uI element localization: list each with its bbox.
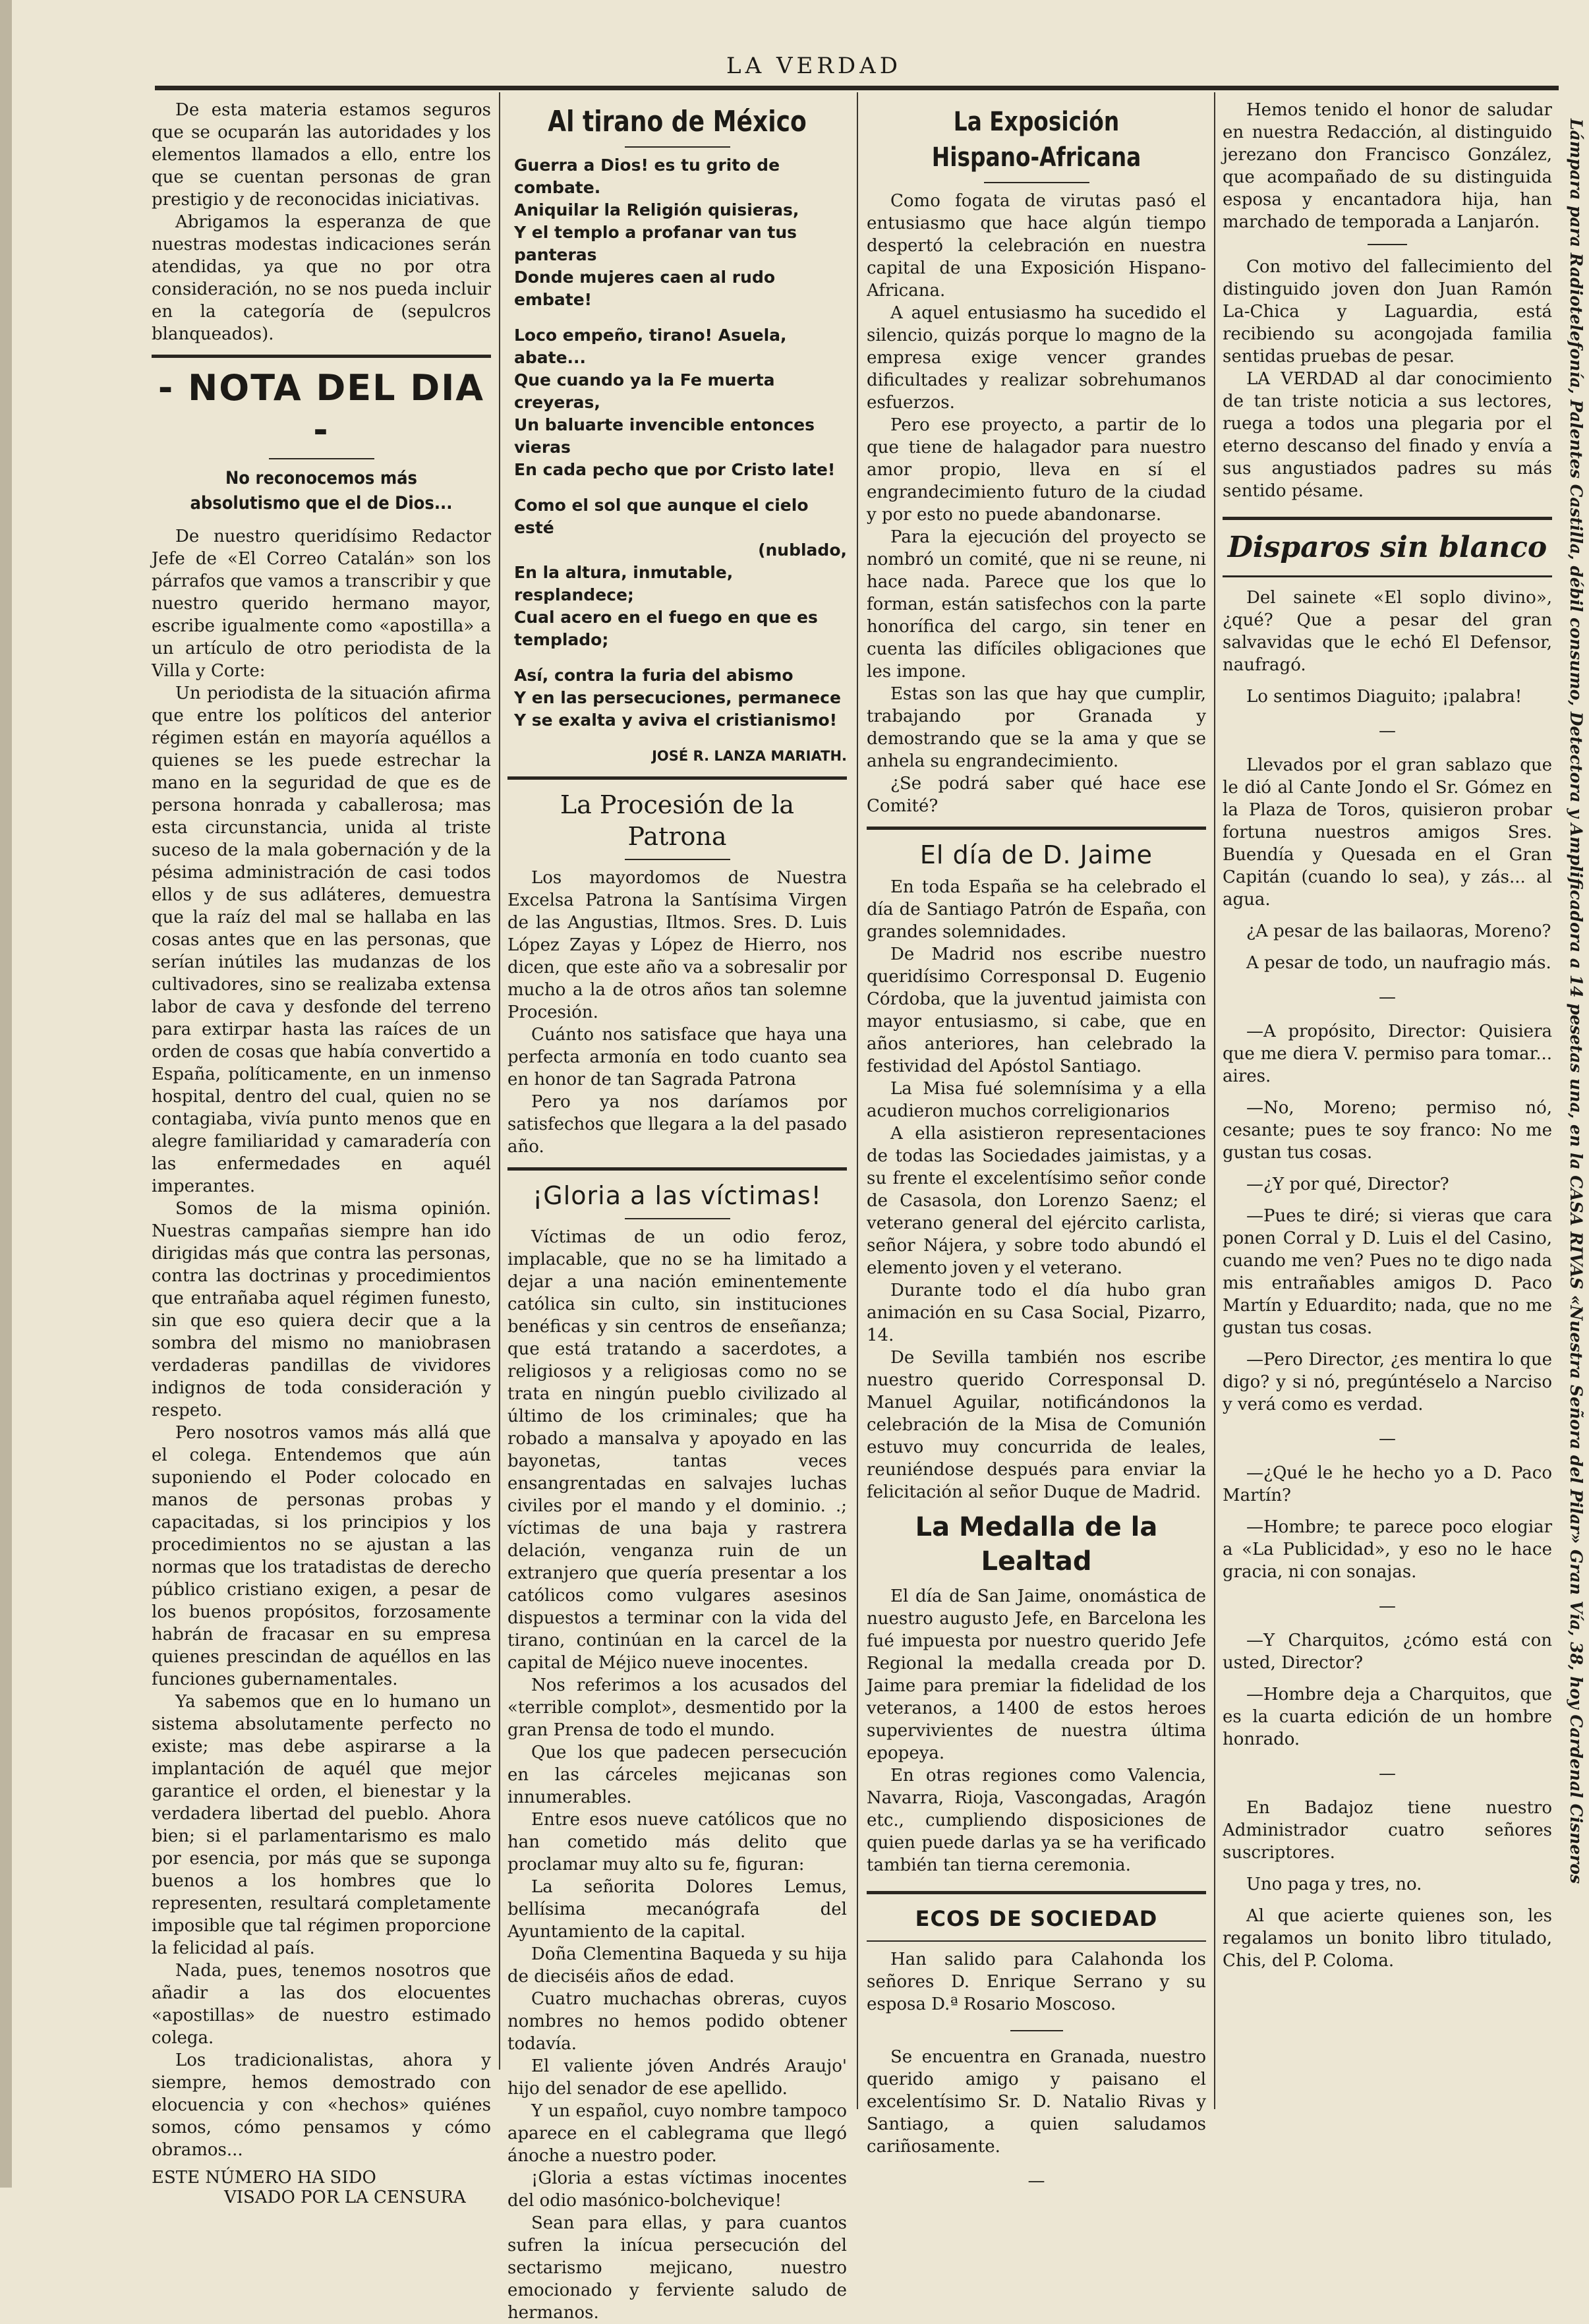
poem xyxy=(507,154,847,732)
poem-line: Así, contra la furia del abismo xyxy=(514,666,794,685)
paragraph: Los mayordomos de Nuestra Excelsa Patrona la Santísima Virgen de las Angustias, Iltmos. Sres. D. Luis López Zayas y López de Hierro, nos dicen, que este año va a sobresalir por mucho a la de otros años tan solemne Procesión. xyxy=(507,868,847,1022)
heading-rule xyxy=(269,458,374,459)
paragraph: El día de San Jaime, onomástica de nuestro augusto Jefe, en Barcelona les fué impuesta por nuestro querido Jefe Regional la medalla creada por D. Jaime para premiar la fidelidad de los veteranos, a 1400 de estos heroes supervivientes de nuestra última epopeya. xyxy=(867,1586,1206,1763)
paragraph: En otras regiones como Valencia, Navarra, Rioja, Vascongadas, Aragón etc., cumpliendo disposiciones de quien puede darlas ya se ha verificado también tan tierna ceremonia. xyxy=(867,1766,1206,1875)
page-binding-edge xyxy=(0,0,12,2188)
paragraph: Pero ese proyecto, a partir de lo que tiene de halagador para nuestro amor propio, lleva en sí el engrandecimiento futuro de la ciudad y por esto no puede abandonarse. xyxy=(867,415,1206,525)
poem-line: En la altura, inmutable, resplandece; xyxy=(514,563,734,604)
poem-line: (nublado, xyxy=(758,540,847,560)
paragraph: —¿Qué le he hecho yo a D. Paco Martín? xyxy=(1223,1463,1552,1505)
paragraph: De Madrid nos escribe nuestro queridísimo Corresponsal D. Eugenio Córdoba, que la juventud jaimista con mayor entusiasmo, si cabe, que en años anteriores, han celebrado la festividad del Apóstol Santiago. xyxy=(867,944,1206,1076)
paragraph: Hemos tenido el honor de saludar en nuestra Redacción, al distinguido jerezano don Francisco González, que acompañado de su distinguida esposa y encantadora hija, han marchado de temporada a Lanjarón. xyxy=(1223,100,1552,232)
section-rule xyxy=(1223,517,1552,520)
paragraph: Cuatro muchachas obreras, cuyos nombres no hemos podido obtener todavía. xyxy=(507,1989,847,2054)
heading-rule xyxy=(625,146,730,148)
paragraph: —Pues te diré; si vieras que cara ponen Corral y D. Luis el del Casino, cuando me ven? Pues no te digo nada mis entrañables amigos D. Paco Martín y Eduardito; nada, que no me gustan tus cosas. xyxy=(1223,1206,1552,1338)
paragraph: ¡Gloria a estas víctimas inocentes del odio masónico-bolchevique! xyxy=(507,2168,847,2211)
paragraph: —No, Moreno; permiso nó, cesante; pues te soy franco: No me gustan tus cosas. xyxy=(1223,1098,1552,1163)
paragraph: Durante todo el día hubo gran animación en su Casa Social, Pizarro, 14. xyxy=(867,1281,1206,1345)
section-rule xyxy=(507,776,847,780)
ecos-heading: ECOS DE SOCIEDAD xyxy=(915,1906,1158,1931)
masthead: LA VERDAD xyxy=(726,53,902,79)
paragraph: Pero nosotros vamos más allá que el colega. Entendemos que aún suponiendo el Poder colocado en manos de personas probas y capacitadas, si los principios y los procedimientos no se ajustan a las normas que los tratadistas de derecho público cristiano exigen, a pesar de los buenos propósitos, forzosamente habrán de fracasar en su empresa quienes prescindan de aquéllos en las funciones gubernamentales. xyxy=(152,1423,491,1689)
nota-subtitle: No reconocemos más absolutismo que el de Dios... xyxy=(190,468,453,513)
paragraph: Un periodista de la situación afirma que entre los políticos del anterior régimen están en mayoría aquéllos a quienes se les puede estrechar la mano en la seguridad de que es de persona honrada y caballerosa; mas esta circunstancia, unida al triste suceso de la mala gobernación y de la pésima administración de casi todos ellos y de sus adláteres, demuestra que la raíz del mal se hallaba en las cosas antes que en las personas, que serían inútiles las mudanzas de los cultivadores, sino se realizaba extensa labor de cava y desfonde del terreno para extirpar hasta las raíces de un orden de cosas que había convertido a España, políticamente, en un inmenso hospital, dentro del cual, quien no se contagiaba, vivía punto menos que en alegre familiaridad y camaradería con las enfermedades en aquél imperantes. xyxy=(152,683,491,1196)
column-divider xyxy=(857,92,858,2109)
paragraph: Los tradicionalistas, ahora y siempre, hemos demostrado con elocuencia y con «hechos» quiénes somos, cómo pensamos y cómo obramos... xyxy=(152,2050,491,2160)
section-rule xyxy=(867,827,1206,830)
side-ad-text: Lámpara para Radiotelefonía, Palentes Castilla, débil consumo, Detectora y Amplificadora a 14 pesetas una, en la CASA RIVAS «Nuestra Señora del Pilar» Gran Vía, 38, hoy Cardenal Cisneros xyxy=(1567,119,1586,1884)
section-rule xyxy=(867,1891,1206,1894)
column-divider xyxy=(499,92,500,2070)
paragraph: Cuánto nos satisface que haya una perfecta armonía en todo cuanto sea en honor de tan Sagrada Patrona xyxy=(507,1025,847,1089)
dash-separator: — xyxy=(1379,1596,1396,1616)
paragraph: Del sainete «El soplo divino», ¿qué? Que a pesar del gran salvavidas que le echó El Defensor, naufragó. xyxy=(1223,588,1552,675)
paragraph: En toda España se ha celebrado el día de Santiago Patrón de España, con grandes solemnidades. xyxy=(867,877,1206,942)
paragraph: Nada, pues, tenemos nosotros que añadir a las dos elocuentes «apostillas» de nuestro estimado colega. xyxy=(152,1961,491,2048)
column-4 xyxy=(1223,99,1552,1981)
paragraph: En Badajoz tiene nuestro Administrador cuatro señores suscriptores. xyxy=(1223,1798,1552,1863)
paragraph: Con motivo del fallecimiento del distinguido joven don Juan Ramón La-Chica y Laguardia, está recibiendo su acongojada familia sentidas pruebas de pesar. xyxy=(1223,257,1552,366)
paragraph: Pero ya nos daríamos por satisfechos que llegara a la del pasado año. xyxy=(507,1092,847,1157)
poem-stanza xyxy=(514,324,847,481)
paragraph: De esta materia estamos seguros que se ocuparán las autoridades y los elementos llamados a ello, entre los que se cuentan personas de gran prestigio y de reconocidas iniciativas. xyxy=(152,100,491,210)
paragraph: Víctimas de un odio feroz, implacable, que no se ha limitado a dejar a una nación eminentemente católica sin culto, sin instituciones benéficas y sin centros de enseñanza; que está tratando a sacerdotes, a religiosos y a religiosas como no se trata en ningún pueblo civilizado al último de los criminales; que ha robado a mansalva y apoyado en las bayonetas, tantas veces ensangrentadas en salvajes luchas civiles por el mando y el dominio. .; víctimas de una baja y rastrera delación, venganza ruin de un extranjero que quería presentar a los católicos como vulgares asesinos dispuestos a terminar con la vida del tirano, continúan en la carcel de la capital de Méjico nueve inocentes. xyxy=(507,1227,847,1673)
column-divider xyxy=(1214,92,1215,2109)
poem-line: Cual acero en el fuego en que es templado; xyxy=(514,608,818,649)
paragraph: De Sevilla también nos escribe nuestro querido Corresponsal D. Manuel Aguilar, notificándonos la celebración de la Misa de Comunión estuvo muy concurrida de leales, reuniéndose después para enviar la felicitación al señor Duque de Madrid. xyxy=(867,1348,1206,1502)
paragraph: —Y Charquitos, ¿cómo está con usted, Director? xyxy=(1223,1631,1552,1673)
procesion-heading: La Procesión de la Patrona xyxy=(560,790,795,851)
paragraph: Doña Clementina Baqueda y su hija de dieciséis años de edad. xyxy=(507,1944,847,1987)
dia-de-jaime-heading: El día de D. Jaime xyxy=(919,840,1153,869)
paragraph: ¿A pesar de las bailaoras, Moreno? xyxy=(1246,921,1551,941)
side-advertisement xyxy=(1564,119,1589,2063)
gloria-heading: ¡Gloria a las víctimas! xyxy=(533,1181,822,1210)
paragraph: El valiente jóven Andrés Araujo' hijo del senador de ese apellido. xyxy=(507,2056,847,2099)
heading-rule xyxy=(625,1218,730,1219)
paragraph: ¿Se podrá saber qué hace ese Comité? xyxy=(867,774,1206,816)
dash-separator: — xyxy=(1379,987,1396,1007)
paragraph: Somos de la misma opinión. Nuestras campañas siempre han ido dirigidas más que contra las personas, contra las doctrinas y procedimientos que entrañaba aquel régimen funesto, sin que eso quiera decir que a la sombra del mismo no maniobrasen verdaderas pandillas de vividores indignos de toda consideración y respeto. xyxy=(152,1199,491,1420)
masthead-rule xyxy=(155,86,1559,90)
paragraph: Al que acierte quienes son, les regalamos un bonito libro titulado, Chis, del P. Coloma. xyxy=(1223,1906,1552,1971)
disparos-section xyxy=(1223,587,1552,1972)
paragraph: A aquel entusiasmo ha sucedido el silencio, quizás porque lo magno de la empresa exige vencer grandes dificultades y realizar sobrehumanos esfuerzos. xyxy=(867,303,1206,413)
paragraph: Sean para ellas, y para cuantos sufren la inícua persecución del sectarismo mejicano, nuestro emocionado y ferviente saludo de hermanos. xyxy=(507,2213,847,2323)
censorship-line: VISADO POR LA CENSURA xyxy=(224,2188,466,2207)
tirano-heading: Al tirano de México xyxy=(548,105,807,138)
paragraph: Llevados por el gran sablazo que le dió al Cante Jondo el Sr. Gómez en la Plaza de Toros, quisieron probar fortuna nuestros amigos Sres. Buendía y Quesada en el Gran Capitán (cuando lo sea), y zás... al agua. xyxy=(1223,755,1552,910)
paragraph: —¿Y por qué, Director? xyxy=(1246,1175,1449,1194)
poem-line: Y el templo a profanar van tus panteras xyxy=(514,223,797,264)
paragraph: Entre esos nueve católicos que no han cometido más delito que proclamar muy alto su fe, figuran: xyxy=(507,1810,847,1874)
paragraph: Que los que padecen persecución en las cárceles mejicanas son innumerables. xyxy=(507,1743,847,1807)
section-rule xyxy=(867,1940,1206,1942)
paragraph: Para la ejecución del proyecto se nombró un comité, que ni se reune, ni hace nada. Parece que los que lo forman, están satisfechos con la parte honorífica del cargo, sin tener en cuenta las difíciles obligaciones que les impone. xyxy=(867,527,1206,682)
poem-line: En cada pecho que por Cristo late! xyxy=(514,460,836,479)
poem-line: Donde mujeres caen al rudo embate! xyxy=(514,268,776,309)
nota-del-dia-heading: - NOTA DEL DIA - xyxy=(158,367,485,451)
disparos-heading: Disparos sin blanco xyxy=(1227,531,1547,564)
separator-rule xyxy=(1010,2030,1063,2031)
column-2 xyxy=(507,99,847,2324)
section-rule xyxy=(507,1167,847,1171)
paragraph: —A propósito, Director: Quisiera que me diera V. permiso para tomar... aires. xyxy=(1223,1022,1552,1086)
section-rule xyxy=(152,355,491,358)
paragraph: Uno paga y tres, no. xyxy=(1246,1874,1422,1894)
paragraph: Ya sabemos que en lo humano un sistema absolutamente perfecto no existe; mas debe aspirarse a la implantación de aquél que mejor garantice el orden, el bienestar y la verdadera libertad del pueblo. Ahora bien; si el parlamentarismo es malo por esencia, por más que se suponga buenos a los hombres que lo representen, resultará completamente imposible que tal régimen proporcione la felicidad al país. xyxy=(152,1692,491,1958)
poem-line: Y se exalta y aviva el cristianismo! xyxy=(514,711,838,730)
medalla-heading: La Medalla de la Lealtad xyxy=(915,1512,1158,1577)
dash-separator: — xyxy=(1379,1429,1396,1449)
poem-stanza xyxy=(514,664,847,732)
paragraph: Y un español, cuyo nombre tampoco aparece en el cablegrama que llegó ánoche a nuestro poder. xyxy=(507,2101,847,2166)
separator-rule xyxy=(1368,244,1407,245)
poem-line: Como el sol que aunque el cielo esté xyxy=(514,496,809,537)
paragraph: Estas son las que hay que cumplir, trabajando por Granada y demostrando que se la ama y que se anhela su engrandecimiento. xyxy=(867,684,1206,771)
poem-stanza xyxy=(514,154,847,311)
poem-author: JOSÉ R. LANZA MARIATH. xyxy=(652,748,847,764)
heading-rule xyxy=(625,859,730,860)
paragraph: Han salido para Calahonda los señores D. Enrique Serrano y su esposa D.ª Rosario Moscoso. xyxy=(867,1950,1206,2014)
paragraph: Nos referimos a los acusados del «terrible complot», desmentido por la gran Prensa de todo el mundo. xyxy=(507,1675,847,1740)
paragraph: LA VERDAD al dar conocimiento de tan triste noticia a sus lectores, ruega a todos una plegaria por el eterno descanso del finado y envía a sus angustiados padres su más sentido pésame. xyxy=(1223,369,1552,501)
poem-line: Que cuando ya la Fe muerta creyeras, xyxy=(514,370,775,412)
poem-line: Y en las persecuciones, permanece xyxy=(514,688,841,707)
paragraph: Como fogata de virutas pasó el entusiasmo que hace algún tiempo despertó la celebración en nuestra capital de una Exposición Hispano-Africana. xyxy=(867,191,1206,301)
paragraph: De nuestro queridísimo Redactor Jefe de «El Correo Catalán» son los párrafos que vamos a transcribir y que nuestro querido hermano mayor, escribe igualmente como «apostilla» a un artículo de otro periodista de la Villa y Corte: xyxy=(152,527,491,681)
paragraph: —Hombre; te parece poco elogiar a «La Publicidad», y eso no le hace gracia, ni con sonajas. xyxy=(1223,1517,1552,1582)
paragraph: —Hombre deja a Charquitos, que es la cuarta edición de un hombre honrado. xyxy=(1223,1685,1552,1749)
paragraph: A ella asistieron representaciones de todas las Sociedades jaimistas, y a su frente el excelentísimo señor conde de Casasola, don Lorenzo Saenz; el veterano general del ejército carlista, señor Nájera, y sobre todo abundó el elemento joven y el veterano. xyxy=(867,1124,1206,1278)
heading-rule xyxy=(984,182,1089,183)
dash-separator: — xyxy=(1379,721,1396,741)
dash-separator: — xyxy=(1027,2171,1045,2191)
censorship-notice xyxy=(152,2168,491,2207)
dash-separator: — xyxy=(1379,1764,1396,1784)
exposicion-heading: La Exposición Hispano-Africana xyxy=(931,107,1141,173)
poem-line: Un baluarte invencible entonces vieras xyxy=(514,415,815,457)
paragraph: La Misa fué solemnísima y a ella acudieron muchos correligionarios xyxy=(867,1079,1206,1121)
column-3 xyxy=(867,99,1206,2204)
paragraph: La señorita Dolores Lemus, bellísima mecanógrafa del Ayuntamiento de la capital. xyxy=(507,1877,847,1942)
poem-stanza xyxy=(514,494,847,651)
paragraph: Lo sentimos Diaguito; ¡palabra! xyxy=(1246,687,1522,707)
paragraph: Se encuentra en Granada, nuestro querido amigo y paisano el excelentísimo Sr. D. Natalio Rivas y Santiago, a quien saludamos cariñosamente. xyxy=(867,2047,1206,2157)
paragraph: A pesar de todo, un naufragio más. xyxy=(1246,953,1551,973)
paragraph: —Pero Director, ¿es mentira lo que digo? y si nó, pregúntéselo a Narciso y verá como es verdad. xyxy=(1223,1350,1552,1414)
section-rule xyxy=(1223,575,1552,577)
poem-line: Loco empeño, tirano! Asuela, abate... xyxy=(514,326,787,367)
column-1 xyxy=(152,99,491,2207)
poem-line: Guerra a Dios! es tu grito de combate. xyxy=(514,156,780,197)
censorship-line: ESTE NÚMERO HA SIDO xyxy=(152,2168,376,2188)
paragraph: Abrigamos la esperanza de que nuestras modestas indicaciones serán atendidas, ya que no por otra consideración, no se nos pueda incluir en la categoría de (sepulcros blanqueados). xyxy=(152,212,491,344)
poem-line: Aniquilar la Religión quisieras, xyxy=(514,200,799,219)
